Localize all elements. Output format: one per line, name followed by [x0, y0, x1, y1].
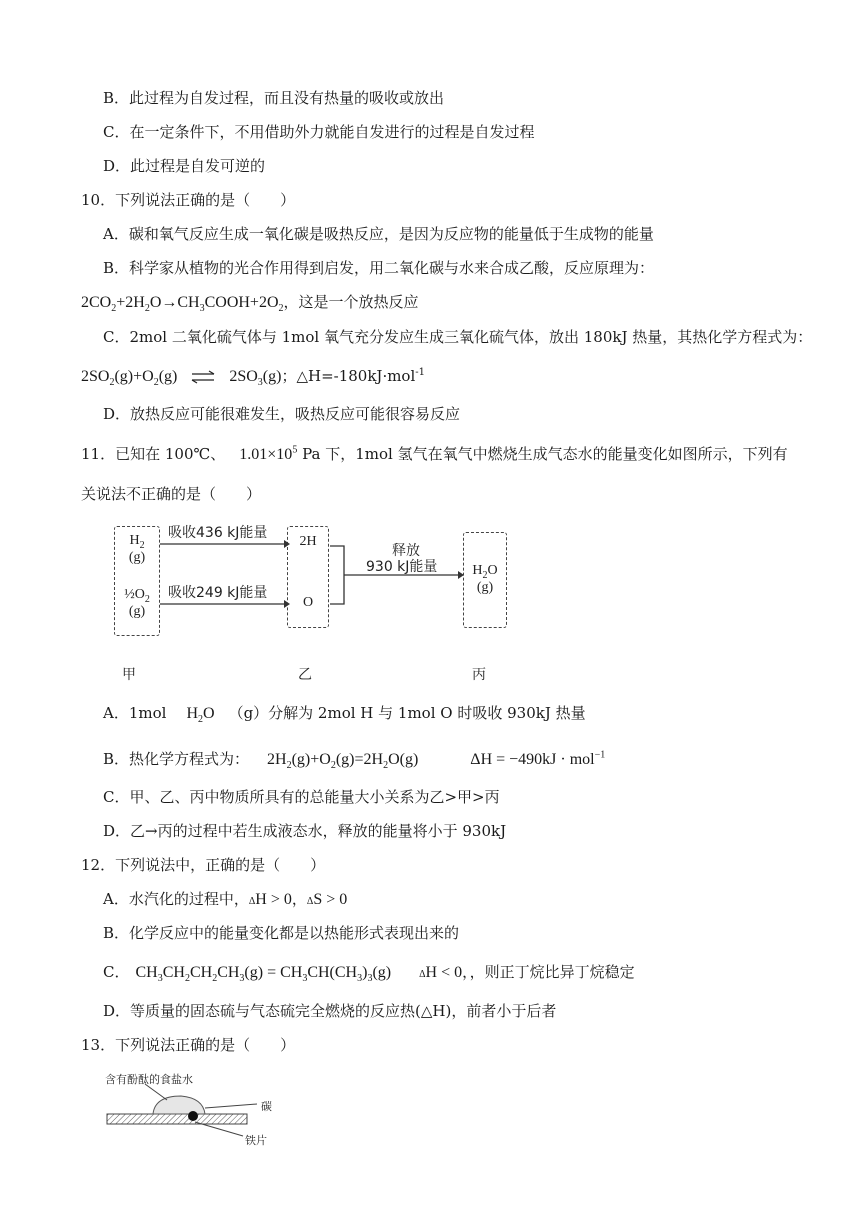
- salt-water-iron-figure: [105, 1072, 275, 1152]
- q12-option-d: D．等质量的固态硫与气态硫完全燃烧的反应热(△H)，前者小于后者: [103, 1002, 557, 1020]
- delta-s-positive: ΔS > 0: [306, 891, 348, 908]
- q10-stem: 10．下列说法正确的是（ ）: [81, 191, 296, 209]
- q12-stem: 12．下列说法中，正确的是（ ）: [81, 856, 326, 874]
- half-o2-gas-label: $\frac{1}{2}O_2$ (g): [124, 587, 150, 619]
- q12-option-a: A．水汽化的过程中，ΔH > 0，ΔS > 0: [103, 890, 348, 908]
- 2h-label: 2H: [299, 534, 317, 549]
- label-yi: 乙: [298, 667, 312, 683]
- q11-option-c: C．甲、乙、丙中物质所具有的总能量大小关系为乙>甲>丙: [103, 788, 500, 806]
- acetic-acid-equation: $2CO_2+2H_2O\to CH_3COOH+2O_2$: [81, 294, 284, 315]
- h2o-formula: $H_2O$: [186, 705, 215, 726]
- h2-gas-label: $H_2$ (g): [128, 533, 146, 565]
- q11-option-a: A．1mol $H_2O$ （g）分解为 2mol H 与 1mol O 时吸收 930kJ 热量: [103, 704, 586, 726]
- delta-h-positive: ΔH > 0: [248, 891, 292, 908]
- release-930-label: 930 kJ能量: [366, 559, 438, 575]
- q10-option-b-line1: B．科学家从植物的光合作用得到启发，用二氧化碳与水来合成乙酸，反应原理为：: [103, 259, 655, 277]
- q10-option-a: A．碳和氧气反应生成一氧化碳是吸热反应，是因为反应物的能量低于生成物的能量: [103, 225, 654, 243]
- reversible-arrow-icon: [191, 370, 215, 384]
- q11-option-d: D．乙→丙的过程中若生成液态水，释放的能量将小于 930kJ: [103, 822, 507, 840]
- diagram-arrows: [110, 520, 530, 690]
- q13-stem: 13．下列说法正确的是（ ）: [81, 1036, 296, 1054]
- q10-option-d: D．放热反应可能很难发生，吸热反应可能很容易反应: [103, 405, 461, 423]
- h2-combustion-equation: $2H_2(g)+O_2(g)=2H_2O(g)$: [267, 751, 419, 772]
- q9-option-c: C．在一定条件下，不用借助外力就能自发进行的过程是自发过程: [103, 123, 535, 141]
- absorb-436-label: 吸收436 kJ能量: [168, 525, 268, 541]
- q11-stem-line1: 11．已知在 100℃、 $1.01\times 10^5$ Pa 下，1mol 氢气在氧气中燃烧生成气态水的能量变化如图所示，下列有: [81, 444, 788, 463]
- delta-h-negative: ΔH < 0: [419, 964, 463, 981]
- salt-water-diagram: [105, 1072, 275, 1152]
- h2o-gas-label: $H_2O$ (g): [472, 563, 498, 595]
- so2-equation-left: $2SO_2(g)+O_2(g)$: [81, 368, 178, 389]
- delta-h-490: ΔH = −490kJ · mol$^{-1}$: [470, 749, 606, 768]
- label-bing: 丙: [472, 667, 486, 683]
- q12-option-b: B．化学反应中的能量变化都是以热能形式表现出来的: [103, 924, 460, 942]
- q9-option-d: D．此过程是自发可逆的: [103, 157, 266, 175]
- q10-option-c-equation: $2SO_2(g)+O_2(g)$ $2SO_3(g)$；△H=-180kJ·mol$^{-1}$: [81, 367, 426, 389]
- q12-option-c: C． $CH_3CH_2CH_2CH_3(g) = CH_3CH(CH_3)_3(g) \Delta H < 0$，，则正丁烷比异丁烷稳定: [103, 963, 635, 985]
- salt-water-label: 含有酚酞的食盐水: [105, 1073, 193, 1086]
- q11-option-b: B．热化学方程式为： $2H_2(g)+O_2(g)=2H_2O(g) \Delta H = -490kJ \cdot mol^{-1}$: [103, 749, 606, 772]
- absorb-249-label: 吸收249 kJ能量: [168, 585, 268, 601]
- iron-sheet-label: 铁片: [245, 1134, 267, 1147]
- release-label: 释放: [392, 543, 420, 559]
- carbon-label: 碳: [261, 1100, 272, 1113]
- pressure-value: $1.01\times 10^5$: [239, 444, 298, 463]
- energy-diagram: [110, 520, 530, 690]
- q11-stem-line2: 关说法不正确的是（ ）: [81, 485, 262, 503]
- butane-isomer-equation: $CH_3CH_2CH_2CH_3(g) = CH_3CH(CH_3)_3(g)$: [135, 964, 392, 985]
- o-label: O: [302, 595, 314, 610]
- label-jia: 甲: [122, 667, 136, 683]
- q10-option-b-line2: $2CO_2+2H_2O\to CH_3COOH+2O_2$，这是一个放热反应: [81, 293, 419, 315]
- so3-product: $2SO_3(g)$: [229, 368, 282, 389]
- q10-option-c-line1: C．2mol 二氧化硫气体与 1mol 氧气充分发应生成三氧化硫气体，放出 180kJ 热量，其热化学方程式为：: [103, 328, 813, 346]
- q9-option-b: B．此过程为自发过程，而且没有热量的吸收或放出: [103, 89, 445, 107]
